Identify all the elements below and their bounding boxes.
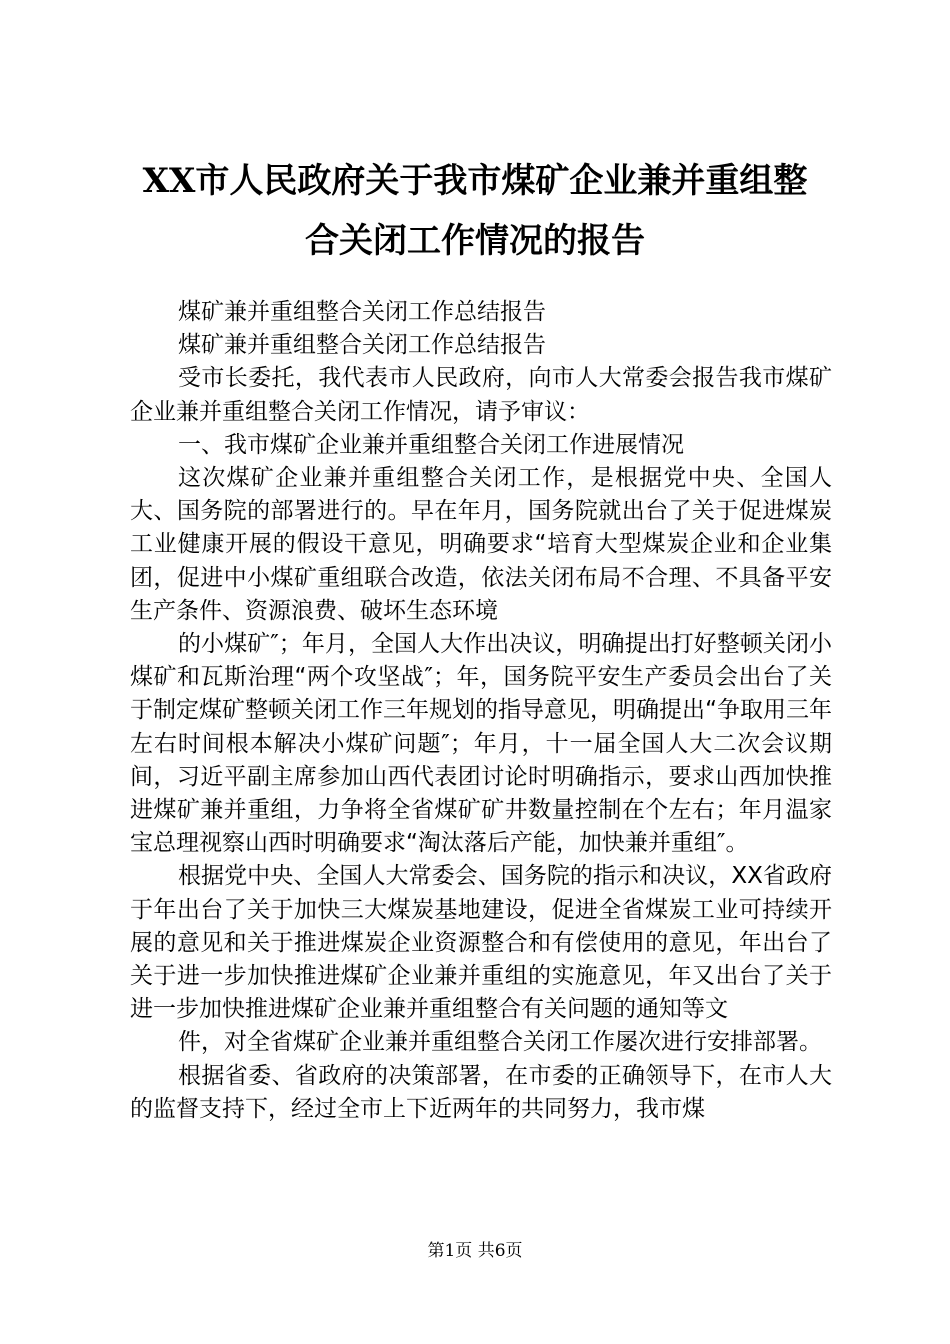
paragraph-background: 这次煤矿企业兼并重组整合关闭工作，是根据党中央、全国人大、国务院的部署进行的。早在年月，国务院就出台了关于促进煤炭工业健康开展的假设干意见，明确要求“培育大型煤炭企业和企业集团，促进中小煤矿重组联合改造，依法关闭布局不合理、不具备平安生产条件、资源浪费、破坏生态环境	[130, 465, 832, 624]
paragraph-city-progress: 根据省委、省政府的决策部署，在市委的正确领导下，在市人大的监督支持下，经过全市上下近两年的共同努力，我市煤	[130, 1062, 832, 1122]
paragraph-subtitle-repeat: 煤矿兼并重组整合关闭工作总结报告	[178, 332, 546, 359]
paragraph-background-continued: 的小煤矿″；年月，全国人大作出决议，明确提出打好整顿关闭小煤矿和瓦斯治理“两个攻坚战″；年，国务院平安生产委员会出台了关于制定煤矿整顿关闭工作三年规划的指导意见，明确提出“争取用三年左右时间根本解决小煤矿问题″；年月，十一届全国人大二次会议期间，习近平副主席参加山西代表团讨论时明确指示，要求山西加快推进煤矿兼并重组，力争将全省煤矿矿井数量控制在个左右；年月温家宝总理视察山西时明确要求“淘汰落后产能，加快兼并重组″。	[130, 631, 832, 857]
page-number-footer: 第1页 共6页	[427, 1241, 523, 1261]
paragraph-province-policy: 根据党中央、全国人大常委会、国务院的指示和决议，XX省政府于年出台了关于加快三大煤炭基地建设，促进全省煤炭工业可持续开展的意见和关于推进煤炭企业资源整合和有偿使用的意见，年出台了关于进一步加快推进煤矿企业兼并重组的实施意见，年又出台了关于进一步加快推进煤矿企业兼并重组整合有关问题的通知等文	[130, 863, 832, 1023]
paragraph-province-policy-continued: 件，对全省煤矿企业兼并重组整合关闭工作屡次进行安排部署。	[178, 1029, 822, 1056]
section-heading-1: 一、我市煤矿企业兼并重组整合关闭工作进展情况	[178, 431, 684, 458]
document-body	[130, 296, 832, 1126]
document-title-line-2: 合关闭工作情况的报告	[305, 221, 645, 261]
paragraph-subtitle: 煤矿兼并重组整合关闭工作总结报告	[178, 299, 546, 325]
paragraph-intro: 受市长委托，我代表市人民政府，向市人大常委会报告我市煤矿企业兼并重组整合关闭工作情况，请予审议：	[130, 365, 832, 425]
document-title-line-1: XX市人民政府关于我市煤矿企业兼并重组整	[142, 161, 808, 201]
